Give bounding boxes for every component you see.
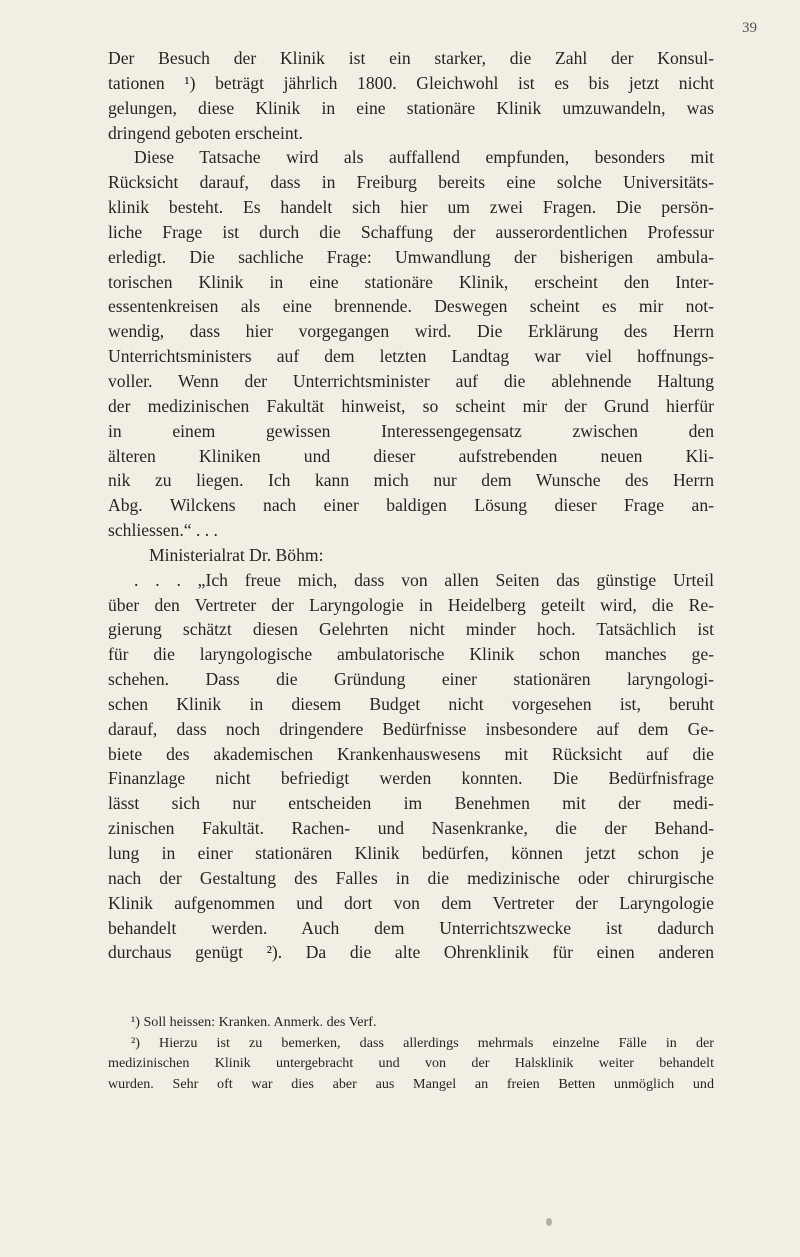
text-line: torischen Klinik in eine stationäre Klinik, erscheint den Inter- [108, 271, 714, 292]
footnote-line: ²) Hierzu ist zu bemerken, dass allerdings mehrmals einzelne Fälle in der [131, 1034, 714, 1051]
text-line: nach der Gestaltung des Falles in die medizinische oder chirurgische [108, 867, 714, 888]
text-line: klinik besteht. Es handelt sich hier um zwei Fragen. Die persön- [108, 197, 714, 218]
text-line: zinischen Fakultät. Rachen- und Nasenkranke, die der Behand- [108, 818, 714, 839]
text-line: wendig, dass hier vorgegangen wird. Die Erklärung des Herrn [108, 321, 714, 342]
text-line: für die laryngologische ambulatorische Klinik schon manches ge- [108, 644, 714, 665]
speaker-heading: Ministerialrat Dr. Böhm: [149, 544, 324, 565]
text-line: behandelt werden. Auch dem Unterrichtszwecke ist dadurch [108, 917, 714, 938]
page-number: 39 [742, 20, 757, 36]
footnotes [108, 1012, 714, 1094]
text-line: . . . „Ich freue mich, dass von allen Seiten das günstige Urteil [134, 569, 714, 590]
text-line: lung in einer stationären Klinik bedürfen, können jetzt schon je [108, 843, 714, 863]
paper-speck [546, 1218, 552, 1226]
text-line: Klinik aufgenommen und dort von dem Vertreter der Laryngologie [108, 892, 714, 913]
text-line: essentenkreisen als eine brennende. Deswegen scheint es mir not- [108, 296, 714, 317]
text-line: lässt sich nur entscheiden im Benehmen mit der medi- [108, 793, 714, 814]
text-line: Unterrichtsministers auf dem letzten Landtag war viel hoffnungs- [108, 346, 714, 367]
text-line: dringend geboten erscheint. [108, 122, 303, 143]
text-line: Rücksicht darauf, dass in Freiburg bereits eine solche Universitäts- [108, 172, 714, 193]
text-line: liche Frage ist durch die Schaffung der ausserordentlichen Professur [108, 221, 714, 242]
text-line: in einem gewissen Interessengegensatz zwischen den [108, 420, 714, 441]
text-line: älteren Kliniken und dieser aufstrebenden neuen Kli- [108, 445, 714, 466]
text-line: Abg. Wilckens nach einer baldigen Lösung dieser Frage an- [108, 495, 714, 516]
text-line: über den Vertreter der Laryngologie in Heidelberg geteilt wird, die Re- [108, 594, 714, 615]
text-line: der medizinischen Fakultät hinweist, so scheint mir der Grund hierfür [108, 395, 714, 416]
text-line: gierung schätzt diesen Gelehrten nicht minder hoch. Tatsächlich ist [108, 619, 714, 640]
body-text [108, 46, 714, 965]
text-line: Finanzlage nicht befriedigt werden konnten. Die Bedürfnisfrage [108, 768, 714, 789]
text-line: tationen ¹) beträgt jährlich 1800. Gleichwohl ist es bis jetzt nicht [108, 72, 714, 93]
text-line: durchaus genügt ²). Da die alte Ohrenklinik für einen anderen [108, 942, 714, 963]
text-line: erledigt. Die sachliche Frage: Umwandlung der bisherigen ambula- [108, 246, 714, 267]
footnote-line: ¹) Soll heissen: Kranken. Anmerk. des Verf. [131, 1014, 377, 1030]
text-line: voller. Wenn der Unterrichtsminister auf die ablehnende Haltung [108, 370, 714, 391]
text-line: gelungen, diese Klinik in eine stationäre Klinik umzuwandeln, was [108, 97, 714, 118]
text-line: schehen. Dass die Gründung einer stationären laryngologi- [108, 669, 714, 690]
text-line: Diese Tatsache wird als auffallend empfunden, besonders mit [134, 147, 714, 168]
text-line: nik zu liegen. Ich kann mich nur dem Wunsche des Herrn [108, 470, 714, 491]
text-line: darauf, dass noch dringendere Bedürfnisse insbesondere auf dem Ge- [108, 718, 714, 739]
footnote-line: medizinischen Klinik untergebracht und von der Halsklinik weiter behandelt [108, 1055, 714, 1072]
footnote-line: wurden. Sehr oft war dies aber aus Mangel an freien Betten unmöglich und [108, 1075, 714, 1092]
text-line: biete des akademischen Krankenhauswesens mit Rücksicht auf die [108, 743, 714, 764]
text-line: schen Klinik in diesem Budget nicht vorgesehen ist, beruht [108, 693, 714, 714]
text-line: Der Besuch der Klinik ist ein starker, die Zahl der Konsul- [108, 48, 714, 68]
text-line: schliessen.“ . . . [108, 520, 218, 541]
